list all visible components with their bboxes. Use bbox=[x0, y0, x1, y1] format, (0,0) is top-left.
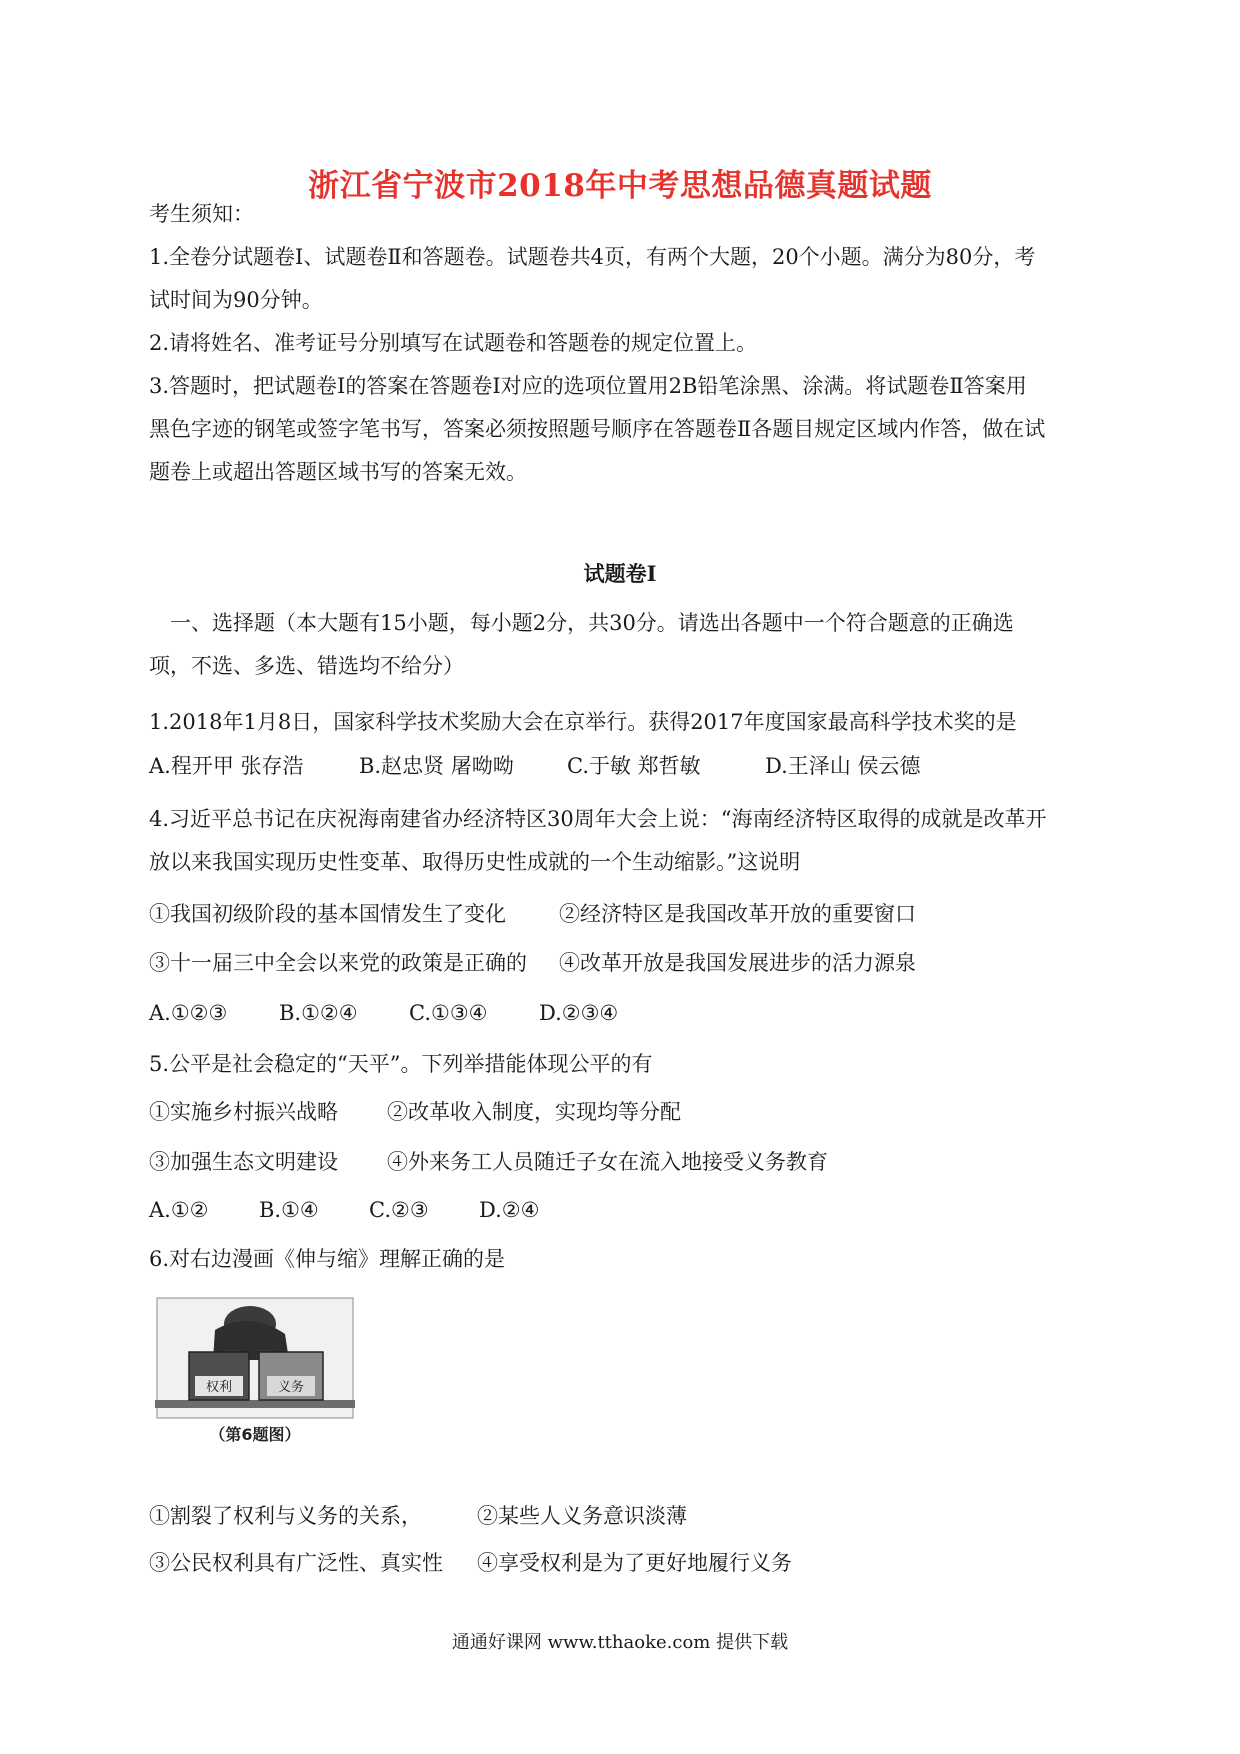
question-4-option-d: D.②③④ bbox=[539, 1001, 619, 1025]
section-title: 试题卷Ⅰ bbox=[583, 561, 657, 586]
question-5-items-line-2 bbox=[149, 1148, 828, 1176]
cartoon-box-left-label: 权利 bbox=[205, 1380, 233, 1395]
cartoon-left-box bbox=[189, 1352, 249, 1400]
question-1-options bbox=[149, 752, 920, 780]
question-5-option-b: B.①④ bbox=[259, 1198, 319, 1222]
question-1-option-a: A.程开甲 张存浩 bbox=[149, 754, 304, 778]
question-5-options bbox=[149, 1196, 539, 1224]
question-4-option-c: C.①③④ bbox=[409, 1001, 488, 1025]
question-6-item-2: ②某些人义务意识淡薄 bbox=[477, 1504, 687, 1528]
question-4-items-line-2 bbox=[149, 949, 916, 977]
question-4-item-2: ②经济特区是我国改革开放的重要窗口 bbox=[559, 902, 916, 926]
question-4-stem-line-1: 4.习近平总书记在庆祝海南建省办经济特区30周年大会上说：“海南经济特区取得的成就是改革开 bbox=[149, 807, 1047, 831]
question-5-option-a: A.①② bbox=[149, 1198, 209, 1222]
notice-item-3-line-2: 黑色字迹的钢笔或签字笔书写，答案必须按照题号顺序在答题卷Ⅱ各题目规定区域内作答，做在试 bbox=[149, 417, 1046, 441]
cartoon-caption: （第6题图） bbox=[209, 1425, 301, 1444]
question-6-item-1: ①割裂了权利与义务的关系， bbox=[149, 1504, 422, 1528]
notice-heading: 考生须知： bbox=[149, 202, 254, 226]
question-5-option-d: D.②④ bbox=[479, 1198, 540, 1222]
question-4-item-4: ④改革开放是我国发展进步的活力源泉 bbox=[559, 951, 916, 975]
question-4-option-b: B.①②④ bbox=[279, 1001, 358, 1025]
question-4-items-line-1 bbox=[149, 900, 916, 928]
question-4-option-a: A.①②③ bbox=[149, 1001, 228, 1025]
notice-item-3-line-1: 3.答题时，把试题卷Ⅰ的答案在答题卷Ⅰ对应的选项位置用2B铅笔涂黑、涂满。将试题卷Ⅱ答案用 bbox=[149, 374, 1027, 398]
question-5-item-1: ①实施乡村振兴战略 bbox=[149, 1100, 338, 1124]
question-5-items-line-1 bbox=[149, 1098, 681, 1126]
question-6-item-4: ④享受权利是为了更好地履行义务 bbox=[477, 1551, 792, 1575]
question-6-stem: 6.对右边漫画《伸与缩》理解正确的是 bbox=[149, 1247, 506, 1271]
notice-item-1-line-1: 1.全卷分试题卷Ⅰ、试题卷Ⅱ和答题卷。试题卷共4页，有两个大题，20个小题。满分为80分，考 bbox=[149, 245, 1036, 269]
question-6-items-line-1 bbox=[149, 1502, 687, 1530]
cartoon-right-box bbox=[259, 1352, 323, 1400]
section-intro-line-2: 项，不选、多选、错选均不给分） bbox=[149, 654, 464, 678]
question-5-item-4: ④外来务工人员随迁子女在流入地接受义务教育 bbox=[387, 1150, 828, 1174]
page-title: 浙江省宁波市2018年中考思想品德真题试题 bbox=[308, 168, 932, 204]
question-5-stem: 5.公平是社会稳定的“天平”。下列举措能体现公平的有 bbox=[149, 1052, 653, 1076]
notice-item-2: 2.请将姓名、准考证号分别填写在试题卷和答题卷的规定位置上。 bbox=[149, 331, 758, 355]
question-6-item-3: ③公民权利具有广泛性、真实性 bbox=[149, 1551, 443, 1575]
question-1-option-c: C.于敏 郑哲敏 bbox=[567, 754, 701, 778]
section-intro-line-1: 一、选择题（本大题有15小题，每小题2分，共30分。请选出各题中一个符合题意的正确选 bbox=[170, 611, 1014, 635]
question-5-item-3: ③加强生态文明建设 bbox=[149, 1150, 338, 1174]
cartoon-floor bbox=[155, 1400, 355, 1408]
question-6-items-line-2 bbox=[149, 1549, 792, 1577]
cartoon-box-right-label: 义务 bbox=[277, 1380, 305, 1395]
question-5-option-c: C.②③ bbox=[369, 1198, 429, 1222]
question-4-item-1: ①我国初级阶段的基本国情发生了变化 bbox=[149, 902, 506, 926]
question-1-option-b: B.赵忠贤 屠呦呦 bbox=[359, 754, 514, 778]
question-5-item-2: ②改革收入制度，实现均等分配 bbox=[387, 1100, 681, 1124]
notice-item-1-line-2: 试时间为90分钟。 bbox=[149, 288, 323, 312]
notice-item-3-line-3: 题卷上或超出答题区域书写的答案无效。 bbox=[149, 460, 527, 484]
page-footer: 通通好课网 www.tthaoke.com 提供下载 bbox=[451, 1632, 789, 1653]
question-6-cartoon bbox=[155, 1290, 355, 1450]
question-1-option-d: D.王泽山 侯云德 bbox=[765, 754, 921, 778]
question-4-stem-line-2: 放以来我国实现历史性变革、取得历史性成就的一个生动缩影。”这说明 bbox=[149, 850, 801, 874]
question-1-stem: 1.2018年1月8日，国家科学技术奖励大会在京举行。获得2017年度国家最高科学技术奖的是 bbox=[149, 710, 1017, 734]
question-4-options bbox=[149, 999, 618, 1027]
question-4-item-3: ③十一届三中全会以来党的政策是正确的 bbox=[149, 951, 527, 975]
